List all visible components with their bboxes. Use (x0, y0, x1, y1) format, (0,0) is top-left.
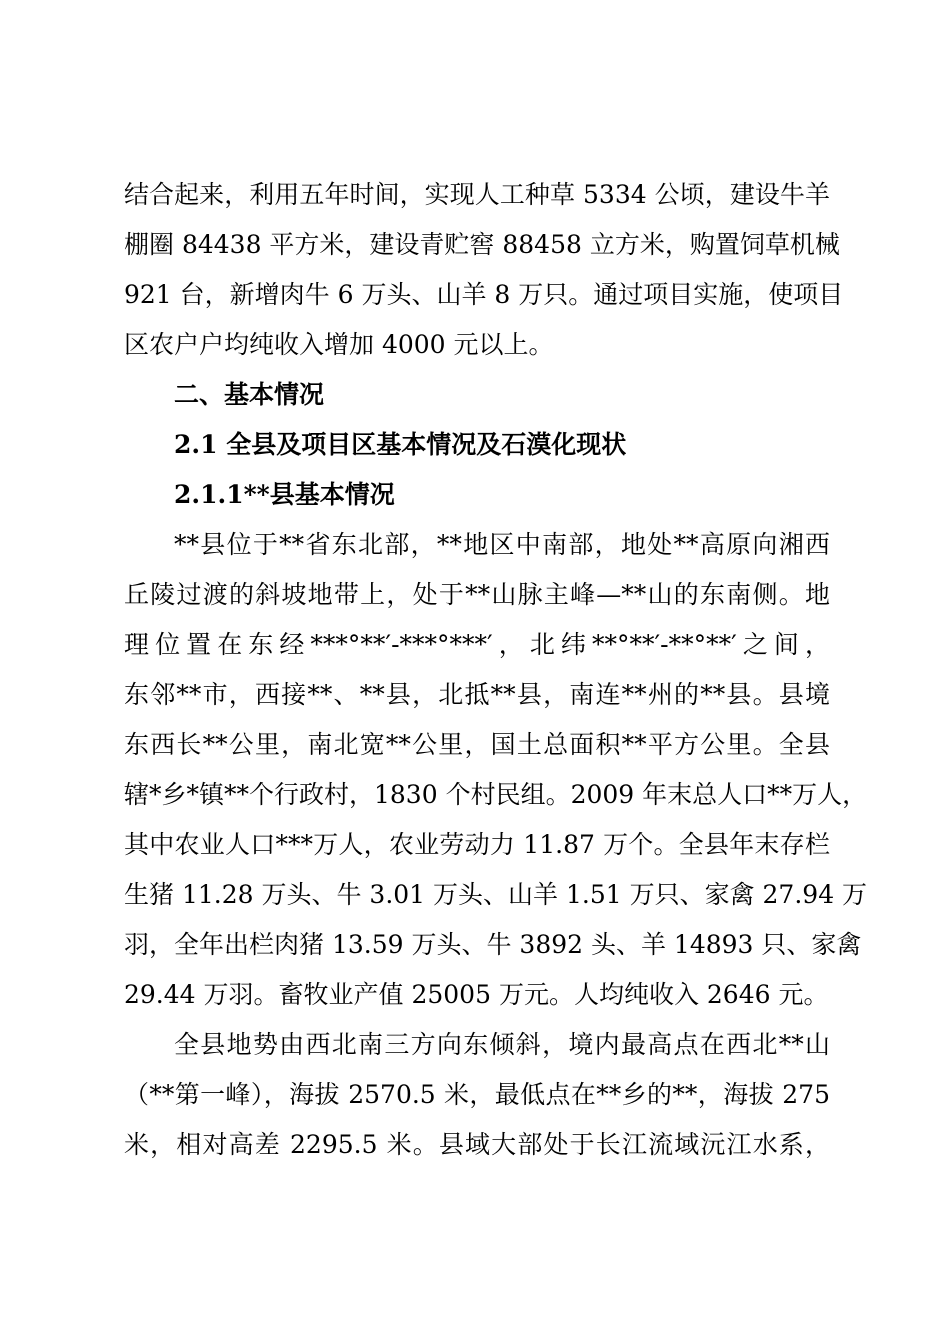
text-line: 理位置在东经***°**′-***°***′，北纬**°**′-**°**′之间， (124, 630, 830, 659)
text-line: **县位于**省东北部，**地区中南部，地处**高原向湘西 (174, 530, 830, 559)
text-line: 米，相对高差 2295.5 米。县域大部处于长江流域沅江水系， (124, 1130, 830, 1159)
text-line: 辖*乡*镇**个行政村，1830 个村民组。2009 年末总人口**万人， (124, 780, 868, 809)
subsection-heading: 2.1 全县及项目区基本情况及石漠化现状 (174, 430, 627, 459)
text-line: 区农户户均纯收入增加 4000 元以上。 (124, 330, 554, 359)
text-line: 921 台，新增肉牛 6 万头、山羊 8 万只。通过项目实施，使项目 (124, 280, 844, 309)
text-line: 全县地势由西北南三方向东倾斜，境内最高点在西北**山 (174, 1030, 830, 1059)
text-line: 其中农业人口***万人，农业劳动力 11.87 万个。全县年末存栏 (124, 830, 830, 859)
text-line: 结合起来，利用五年时间，实现人工种草 5334 公顷，建设牛羊 (124, 180, 830, 209)
text-line: 东西长**公里，南北宽**公里，国土总面积**平方公里。全县 (124, 730, 830, 759)
sub-subsection-heading: 2.1.1**县基本情况 (174, 480, 395, 509)
section-heading: 二、基本情况 (174, 380, 325, 409)
text-line: 29.44 万羽。畜牧业产值 25005 万元。人均纯收入 2646 元。 (124, 980, 829, 1009)
text-line: 棚圈 84438 平方米，建设青贮窖 88458 立方米，购置饲草机械 (124, 230, 840, 259)
text-line: （**第一峰），海拔 2570.5 米，最低点在**乡的**，海拔 275 (124, 1080, 830, 1109)
text-line: 丘陵过渡的斜坡地带上，处于**山脉主峰—**山的东南侧。地 (124, 580, 830, 609)
text-line: 东邻**市，西接**、**县，北抵**县，南连**州的**县。县境 (124, 680, 830, 709)
text-line: 生猪 11.28 万头、牛 3.01 万头、山羊 1.51 万只、家禽 27.94 万 (124, 880, 868, 909)
text-line: 羽，全年出栏肉猪 13.59 万头、牛 3892 头、羊 14893 只、家禽 (124, 930, 862, 959)
